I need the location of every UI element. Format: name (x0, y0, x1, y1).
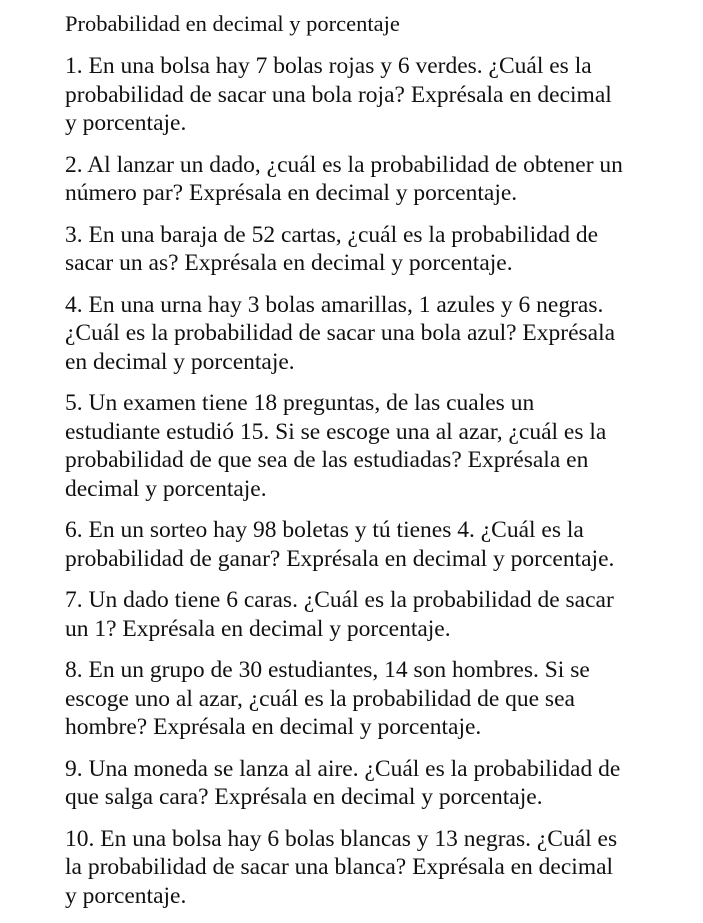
question-line: 3. En una baraja de 52 cartas, ¿cuál es la probabilidad de (65, 221, 599, 248)
question-line: estudiante estudió 15. Si se escoge una al azar, ¿cuál es la (65, 418, 607, 445)
question-line: probabilidad de sacar una bola roja? Exprésala en decimal (65, 81, 612, 108)
question-item (65, 516, 623, 573)
question-item (65, 586, 623, 643)
question-line: y porcentaje. (65, 110, 187, 136)
question-line: sacar un as? Exprésala en decimal y porcentaje. (65, 250, 513, 276)
document-title: Probabilidad en decimal y porcentaje (65, 11, 400, 36)
question-line: 6. En un sorteo hay 98 boletas y tú tienes 4. ¿Cuál es la (65, 517, 584, 543)
question-line: 10. En una bolsa hay 6 bolas blancas y 13 negras. ¿Cuál es (65, 825, 618, 852)
question-line: 5. Un examen tiene 18 preguntas, de las cuales un (65, 390, 535, 416)
question-line: 1. En una bolsa hay 7 bolas rojas y 6 verdes. ¿Cuál es la (65, 53, 592, 79)
question-line: escoge uno al azar, ¿cuál es la probabilidad de que sea (65, 685, 575, 712)
question-line: y porcentaje. (65, 882, 187, 909)
question-item (65, 389, 623, 503)
question-line: 8. En un grupo de 30 estudiantes, 14 son hombres. Si se (65, 657, 590, 683)
question-line: decimal y porcentaje. (65, 475, 267, 502)
question-item (65, 52, 623, 138)
question-item (65, 221, 623, 278)
question-line: número par? Exprésala en decimal y porcentaje. (65, 180, 518, 206)
question-line: ¿Cuál es la probabilidad de sacar una bola azul? Exprésala (65, 320, 616, 346)
question-line: la probabilidad de sacar una blanca? Exprésala en decimal (65, 854, 614, 880)
question-line: hombre? Exprésala en decimal y porcentaje. (65, 714, 482, 740)
question-item (65, 291, 623, 377)
question-item (65, 755, 623, 812)
question-line: un 1? Exprésala en decimal y porcentaje. (65, 615, 451, 642)
question-line: 7. Un dado tiene 6 caras. ¿Cuál es la probabilidad de sacar (65, 587, 614, 613)
question-line: probabilidad de que sea de las estudiadas? Exprésala en (65, 447, 589, 473)
question-item (65, 656, 623, 742)
question-line: que salga cara? Exprésala en decimal y porcentaje. (65, 784, 543, 810)
question-item (65, 151, 623, 208)
question-line: 4. En una urna hay 3 bolas amarillas, 1 azules y 6 negras. (65, 291, 604, 318)
question-line: 9. Una moneda se lanza al aire. ¿Cuál es la probabilidad de (65, 755, 621, 782)
question-item (65, 825, 623, 911)
question-line: probabilidad de ganar? Exprésala en decimal y porcentaje. (65, 545, 615, 572)
question-list (65, 52, 623, 910)
question-line: en decimal y porcentaje. (65, 348, 295, 375)
document (65, 9, 623, 923)
question-line: 2. Al lanzar un dado, ¿cuál es la probabilidad de obtener un (65, 151, 623, 178)
